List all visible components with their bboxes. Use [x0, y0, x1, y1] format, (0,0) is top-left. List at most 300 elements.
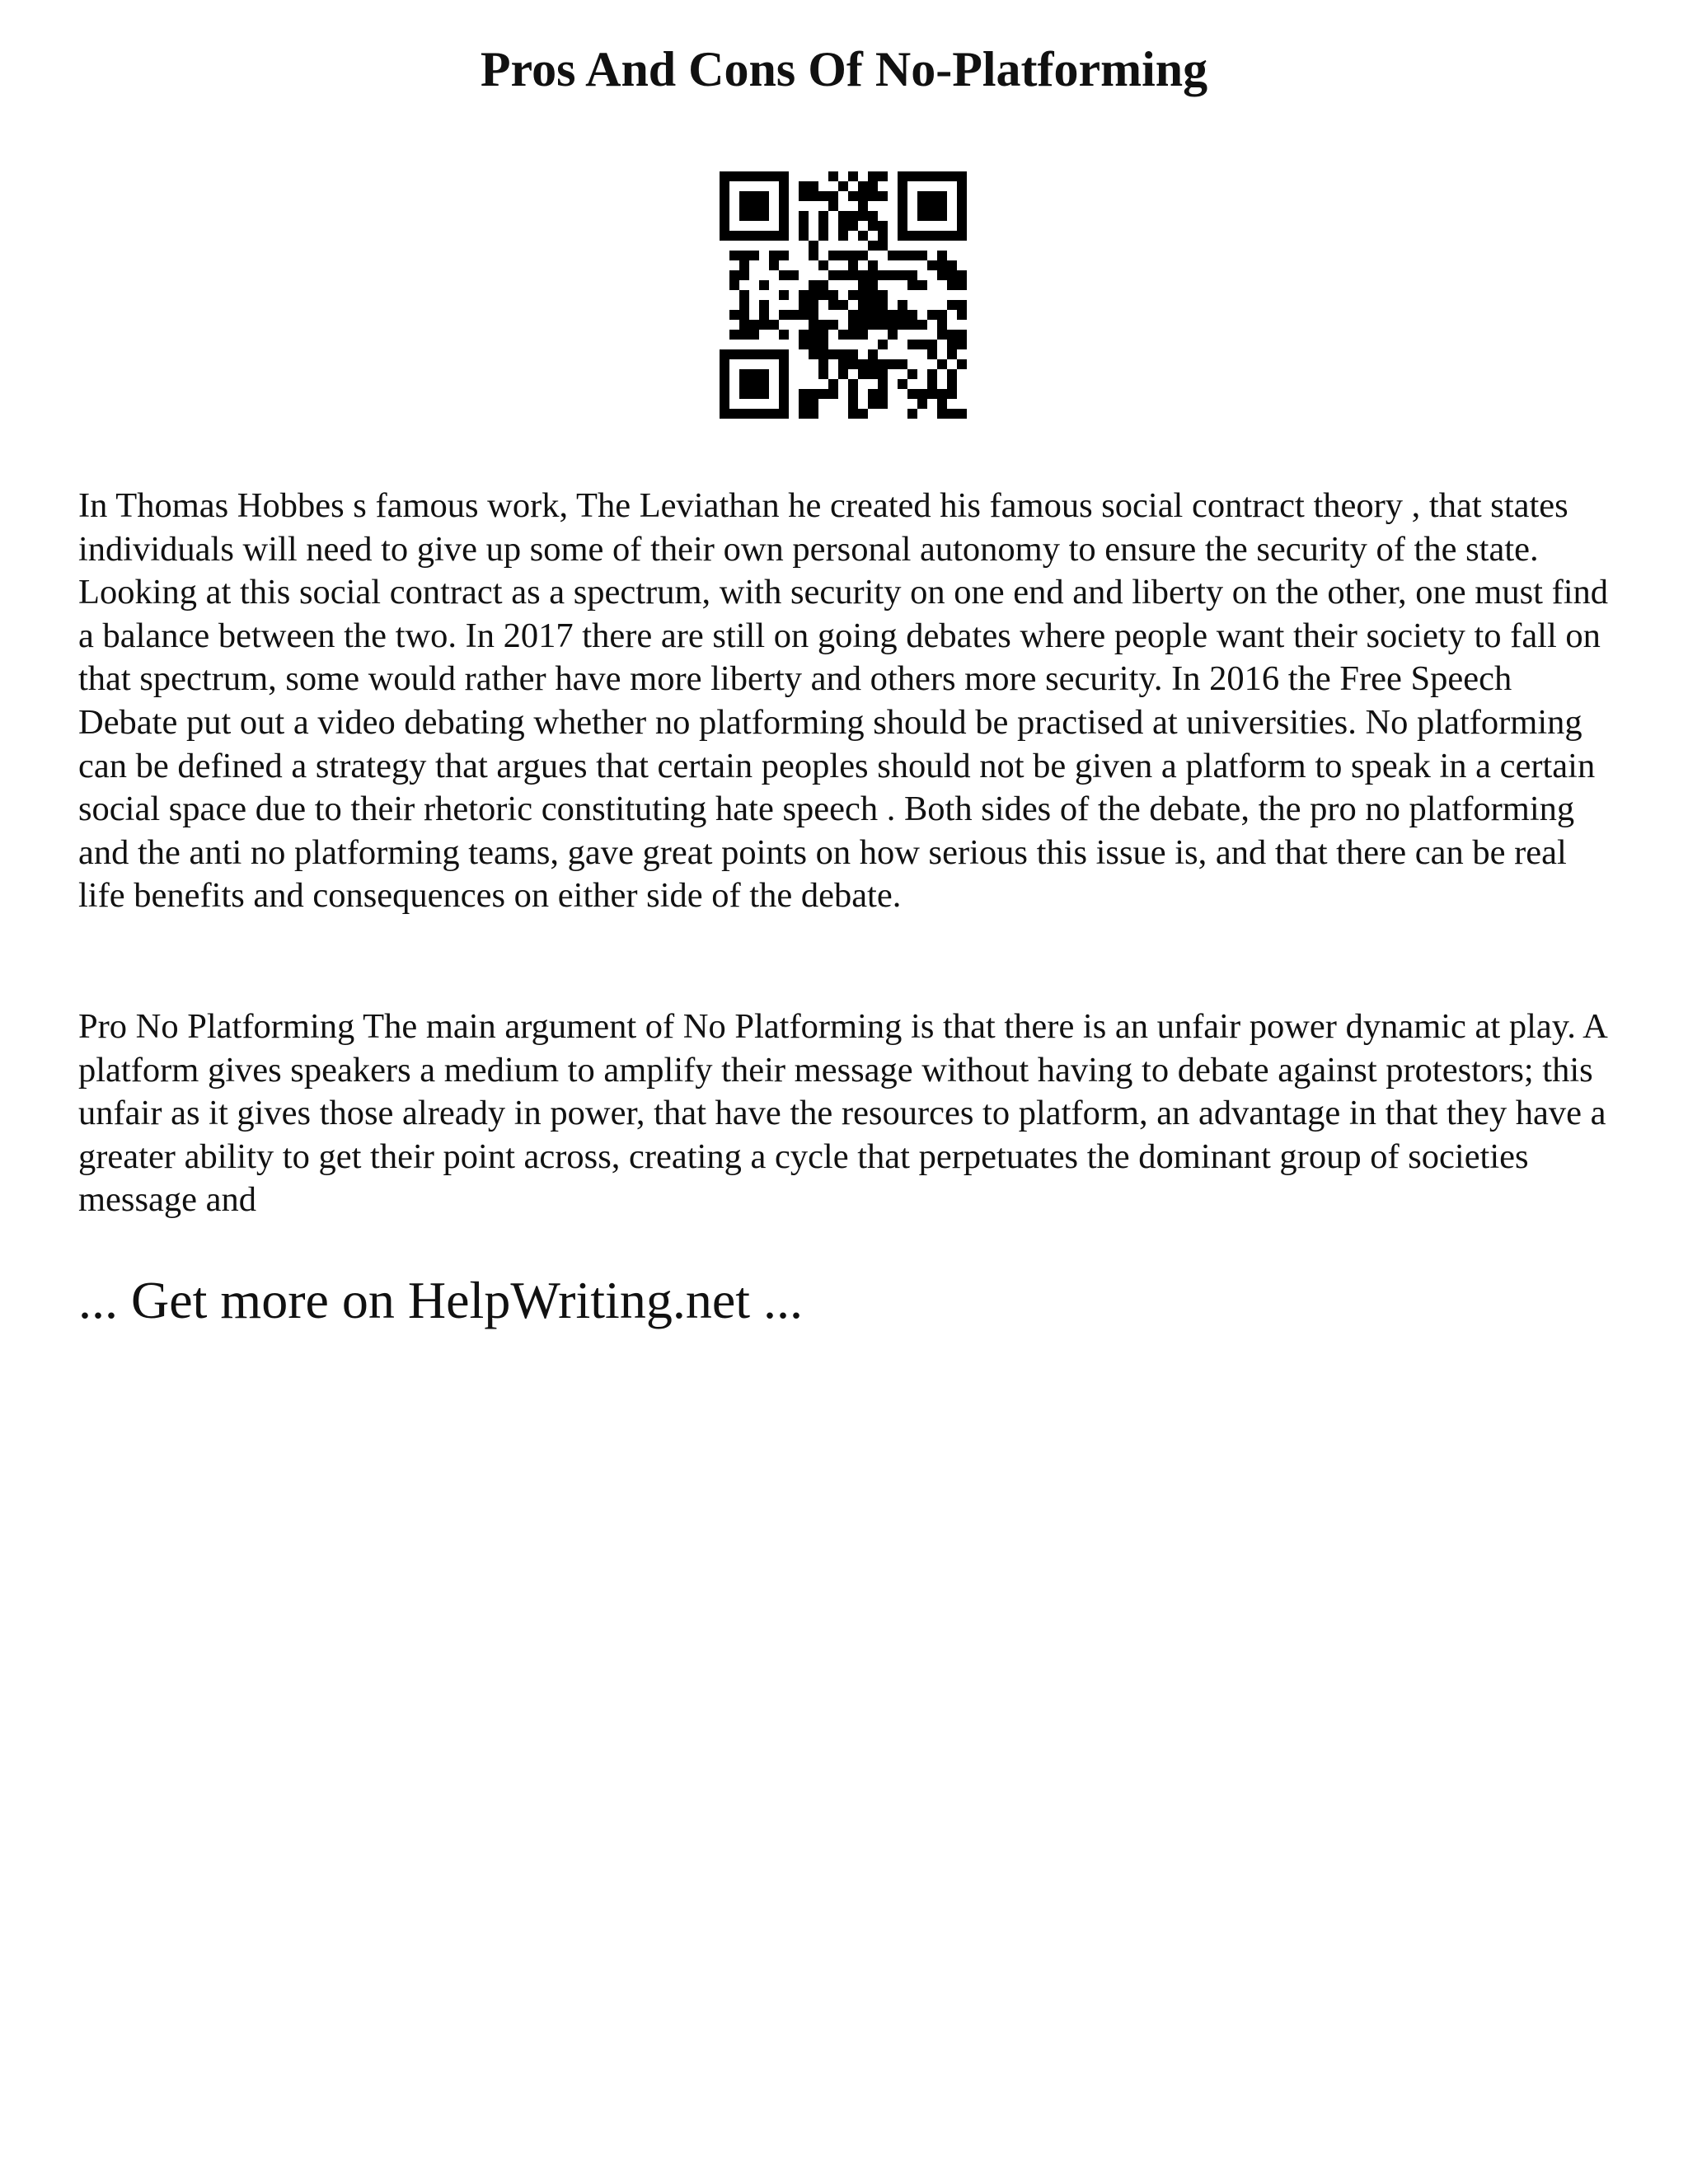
qr-module: [818, 231, 828, 241]
qr-module: [848, 221, 858, 231]
qr-module: [888, 330, 898, 340]
qr-module: [927, 310, 937, 320]
qr-module: [898, 231, 907, 241]
qr-module: [749, 191, 759, 201]
qr-module: [898, 359, 907, 369]
qr-module: [809, 310, 818, 320]
qr-module: [868, 399, 878, 409]
qr-module: [957, 221, 967, 231]
qr-module: [957, 340, 967, 349]
qr-module: [779, 211, 789, 221]
qr-module: [957, 310, 967, 320]
qr-module: [739, 171, 749, 181]
qr-module: [947, 280, 957, 290]
qr-module: [947, 369, 957, 379]
qr-module: [898, 191, 907, 201]
qr-module: [868, 241, 878, 251]
qr-module: [957, 201, 967, 211]
qr-module: [927, 389, 937, 399]
qr-module: [779, 201, 789, 211]
qr-module: [947, 231, 957, 241]
qr-module: [878, 310, 888, 320]
qr-module: [809, 280, 818, 290]
qr-module: [828, 300, 838, 310]
qr-module: [799, 191, 809, 201]
qr-module: [848, 359, 858, 369]
qr-module: [888, 320, 898, 330]
qr-module: [927, 379, 937, 389]
qr-module: [739, 330, 749, 340]
qr-module: [759, 379, 769, 389]
qr-module: [907, 340, 917, 349]
qr-module: [917, 231, 927, 241]
qr-module: [927, 340, 937, 349]
qr-module: [818, 320, 828, 330]
qr-module: [957, 330, 967, 340]
qr-module: [779, 389, 789, 399]
qr-module: [759, 349, 769, 359]
paragraph-pro-no-platforming: Pro No Platforming The main argument of No Platforming is that there is an unfair power dynamic at play. A platform gives speakers a medium to amplify their message without having to debate against protestors; this unfair as it gives those already in power, that have the resources to platform, an advantage in that they have a greater ability to get their point across, creating a cycle that perpetuates the dominant group of societies message and: [78, 1007, 1606, 1220]
qr-module: [937, 310, 947, 320]
qr-module: [799, 211, 809, 221]
qr-module: [838, 349, 848, 359]
qr-module: [779, 359, 789, 369]
qr-module: [927, 349, 937, 359]
qr-module: [947, 270, 957, 280]
qr-module: [937, 260, 947, 270]
qr-module: [838, 221, 848, 231]
qr-module: [769, 320, 779, 330]
qr-module: [759, 320, 769, 330]
qr-module: [729, 251, 739, 260]
qr-module: [957, 359, 967, 369]
qr-module: [809, 409, 818, 419]
qr-module: [828, 379, 838, 389]
qr-module: [828, 191, 838, 201]
qr-module: [799, 389, 809, 399]
qr-module: [937, 251, 947, 260]
qr-module: [720, 359, 729, 369]
qr-module: [917, 201, 927, 211]
qr-module: [937, 320, 947, 330]
qr-module: [878, 191, 888, 201]
qr-module: [828, 349, 838, 359]
qr-module: [749, 369, 759, 379]
qr-module: [917, 340, 927, 349]
qr-module: [917, 251, 927, 260]
qr-module: [769, 171, 779, 181]
qr-module: [749, 409, 759, 419]
qr-module: [799, 290, 809, 300]
qr-module: [759, 409, 769, 419]
qr-module: [957, 181, 967, 191]
qr-module: [809, 191, 818, 201]
qr-module: [769, 260, 779, 270]
qr-module: [838, 300, 848, 310]
qr-module: [937, 211, 947, 221]
qr-module: [927, 369, 937, 379]
qr-module: [848, 270, 858, 280]
qr-module: [907, 231, 917, 241]
qr-module: [799, 181, 809, 191]
qr-module: [917, 211, 927, 221]
qr-module: [759, 300, 769, 310]
qr-module: [779, 181, 789, 191]
qr-module: [749, 231, 759, 241]
qr-module: [868, 171, 878, 181]
qr-module: [957, 231, 967, 241]
qr-module: [779, 409, 789, 419]
qr-module: [868, 320, 878, 330]
qr-module: [720, 171, 729, 181]
qr-module: [749, 389, 759, 399]
page-title: Pros And Cons Of No-Platforming: [480, 42, 1208, 96]
qr-module: [848, 389, 858, 399]
qr-module: [878, 389, 888, 399]
qr-module: [858, 280, 868, 290]
qr-module: [759, 389, 769, 399]
qr-module: [828, 270, 838, 280]
qr-module: [907, 389, 917, 399]
qr-module: [917, 389, 927, 399]
qr-module: [739, 211, 749, 221]
qr-module: [858, 201, 868, 211]
qr-module: [878, 379, 888, 389]
qr-module: [749, 211, 759, 221]
qr-module: [878, 171, 888, 181]
qr-module: [818, 330, 828, 340]
qr-module: [898, 251, 907, 260]
qr-module: [878, 300, 888, 310]
qr-module: [868, 359, 878, 369]
qr-module: [749, 171, 759, 181]
qr-module: [838, 251, 848, 260]
qr-module: [848, 409, 858, 419]
qr-module: [739, 320, 749, 330]
qr-module: [858, 359, 868, 369]
qr-module: [739, 379, 749, 389]
qr-module: [729, 330, 739, 340]
qr-module: [868, 211, 878, 221]
qr-module: [947, 340, 957, 349]
qr-module: [818, 389, 828, 399]
qr-module: [779, 310, 789, 320]
qr-module: [848, 191, 858, 201]
qr-module: [947, 379, 957, 389]
qr-module: [927, 191, 937, 201]
qr-module: [720, 349, 729, 359]
qr-module: [739, 251, 749, 260]
qr-module: [898, 181, 907, 191]
qr-module: [779, 330, 789, 340]
qr-module: [818, 349, 828, 359]
qr-module: [868, 389, 878, 399]
qr-module: [848, 310, 858, 320]
qr-module: [947, 171, 957, 181]
qr-module: [720, 369, 729, 379]
qr-module: [739, 349, 749, 359]
qr-module: [848, 349, 858, 359]
qr-module: [809, 241, 818, 251]
qr-module: [809, 320, 818, 330]
qr-module: [868, 221, 878, 231]
qr-module: [809, 399, 818, 409]
qr-module: [749, 330, 759, 340]
qr-module: [749, 201, 759, 211]
qr-module: [729, 171, 739, 181]
qr-module: [720, 211, 729, 221]
qr-module: [927, 260, 937, 270]
qr-module: [858, 320, 868, 330]
qr-code-icon[interactable]: [720, 171, 967, 419]
qr-module: [937, 359, 947, 369]
qr-module: [868, 260, 878, 270]
qr-module: [898, 211, 907, 221]
qr-module: [818, 191, 828, 201]
qr-module: [888, 270, 898, 280]
qr-module: [739, 290, 749, 300]
qr-module: [720, 221, 729, 231]
qr-module: [838, 181, 848, 191]
get-more-link[interactable]: ... Get more on HelpWriting.net ...: [78, 1271, 803, 1329]
qr-module: [858, 251, 868, 260]
qr-module: [828, 171, 838, 181]
qr-module: [937, 409, 947, 419]
qr-module: [868, 349, 878, 359]
qr-module: [779, 290, 789, 300]
qr-module: [898, 310, 907, 320]
qr-module: [878, 359, 888, 369]
qr-module: [759, 171, 769, 181]
qr-module: [848, 251, 858, 260]
qr-module: [907, 280, 917, 290]
qr-module: [848, 171, 858, 181]
qr-module: [878, 221, 888, 231]
qr-module: [848, 399, 858, 409]
qr-module: [947, 330, 957, 340]
qr-module: [828, 320, 838, 330]
qr-module: [769, 349, 779, 359]
qr-module: [957, 211, 967, 221]
qr-module: [848, 379, 858, 389]
qr-module: [888, 251, 898, 260]
qr-module: [779, 270, 789, 280]
qr-module: [779, 399, 789, 409]
qr-module: [907, 270, 917, 280]
qr-module: [818, 211, 828, 221]
qr-module: [878, 399, 888, 409]
qr-module: [769, 251, 779, 260]
qr-module: [947, 260, 957, 270]
qr-module: [789, 270, 799, 280]
qr-module: [809, 181, 818, 191]
qr-module: [729, 280, 739, 290]
qr-module: [729, 231, 739, 241]
qr-module: [759, 310, 769, 320]
qr-module: [789, 310, 799, 320]
qr-module: [759, 280, 769, 290]
qr-code-graphic: [720, 171, 967, 419]
qr-module: [937, 231, 947, 241]
qr-module: [759, 191, 769, 201]
qr-module: [779, 221, 789, 231]
qr-module: [779, 191, 789, 201]
qr-module: [739, 369, 749, 379]
qr-module: [957, 409, 967, 419]
qr-module: [848, 211, 858, 221]
qr-module: [739, 270, 749, 280]
qr-module: [858, 300, 868, 310]
qr-module: [749, 349, 759, 359]
qr-module: [878, 340, 888, 349]
qr-module: [779, 369, 789, 379]
qr-module: [838, 231, 848, 241]
qr-module: [957, 171, 967, 181]
qr-module: [907, 171, 917, 181]
qr-module: [818, 359, 828, 369]
qr-module: [739, 389, 749, 399]
qr-module: [828, 290, 838, 300]
qr-module: [799, 330, 809, 340]
qr-module: [937, 270, 947, 280]
qr-module: [749, 251, 759, 260]
qr-module: [868, 280, 878, 290]
qr-module: [828, 251, 838, 260]
qr-module: [898, 379, 907, 389]
qr-module: [848, 290, 858, 300]
qr-module: [937, 201, 947, 211]
qr-module: [957, 191, 967, 201]
qr-module: [907, 310, 917, 320]
qr-module: [898, 300, 907, 310]
qr-module: [779, 171, 789, 181]
qr-module: [818, 369, 828, 379]
qr-module: [838, 270, 848, 280]
qr-module: [907, 369, 917, 379]
qr-module: [828, 389, 838, 399]
qr-module: [838, 211, 848, 221]
qr-module: [739, 310, 749, 320]
qr-module: [749, 379, 759, 389]
qr-module: [858, 409, 868, 419]
qr-module: [878, 290, 888, 300]
qr-module: [818, 290, 828, 300]
qr-module: [739, 260, 749, 270]
qr-module: [858, 369, 868, 379]
qr-module: [917, 280, 927, 290]
qr-module: [917, 171, 927, 181]
qr-module: [937, 191, 947, 201]
qr-module: [888, 359, 898, 369]
qr-module: [720, 201, 729, 211]
qr-module: [729, 270, 739, 280]
qr-module: [898, 171, 907, 181]
qr-module: [957, 280, 967, 290]
qr-module: [937, 171, 947, 181]
qr-module: [957, 270, 967, 280]
qr-module: [799, 300, 809, 310]
qr-module: [947, 409, 957, 419]
qr-module: [868, 290, 878, 300]
qr-module: [878, 320, 888, 330]
qr-module: [809, 290, 818, 300]
qr-module: [799, 399, 809, 409]
qr-module: [720, 191, 729, 201]
qr-module: [927, 171, 937, 181]
qr-module: [868, 300, 878, 310]
qr-module: [720, 181, 729, 191]
qr-module: [848, 330, 858, 340]
qr-module: [858, 181, 868, 191]
qr-module: [898, 320, 907, 330]
qr-module: [868, 191, 878, 201]
qr-module: [858, 310, 868, 320]
qr-module: [848, 320, 858, 330]
qr-module: [937, 399, 947, 409]
qr-module: [818, 280, 828, 290]
qr-module: [739, 300, 749, 310]
qr-module: [779, 379, 789, 389]
qr-module: [878, 369, 888, 379]
qr-module: [868, 181, 878, 191]
qr-module: [828, 201, 838, 211]
qr-module: [809, 251, 818, 260]
qr-module: [729, 310, 739, 320]
qr-module: [769, 409, 779, 419]
qr-module: [769, 231, 779, 241]
qr-module: [878, 241, 888, 251]
qr-module: [818, 340, 828, 349]
qr-module: [809, 389, 818, 399]
qr-module: [739, 231, 749, 241]
qr-module: [739, 191, 749, 201]
qr-module: [858, 231, 868, 241]
qr-module: [799, 231, 809, 241]
qr-module: [739, 201, 749, 211]
qr-module: [868, 270, 878, 280]
qr-module: [917, 191, 927, 201]
qr-module: [878, 231, 888, 241]
qr-module: [799, 409, 809, 419]
qr-module: [947, 300, 957, 310]
qr-module: [749, 320, 759, 330]
qr-module: [720, 379, 729, 389]
qr-module: [927, 231, 937, 241]
qr-module: [848, 260, 858, 270]
qr-module: [838, 330, 848, 340]
qr-module: [917, 399, 927, 409]
qr-module: [799, 310, 809, 320]
qr-module: [720, 389, 729, 399]
qr-module: [927, 211, 937, 221]
qr-module: [878, 270, 888, 280]
qr-module: [898, 201, 907, 211]
qr-module: [888, 310, 898, 320]
qr-module: [858, 270, 868, 280]
qr-module: [907, 251, 917, 260]
qr-module: [729, 409, 739, 419]
qr-module: [858, 211, 868, 221]
qr-module: [799, 221, 809, 231]
qr-module: [739, 409, 749, 419]
qr-module: [759, 211, 769, 221]
qr-module: [907, 320, 917, 330]
qr-module: [858, 330, 868, 340]
qr-module: [937, 389, 947, 399]
qr-module: [927, 201, 937, 211]
qr-module: [729, 349, 739, 359]
qr-module: [838, 369, 848, 379]
